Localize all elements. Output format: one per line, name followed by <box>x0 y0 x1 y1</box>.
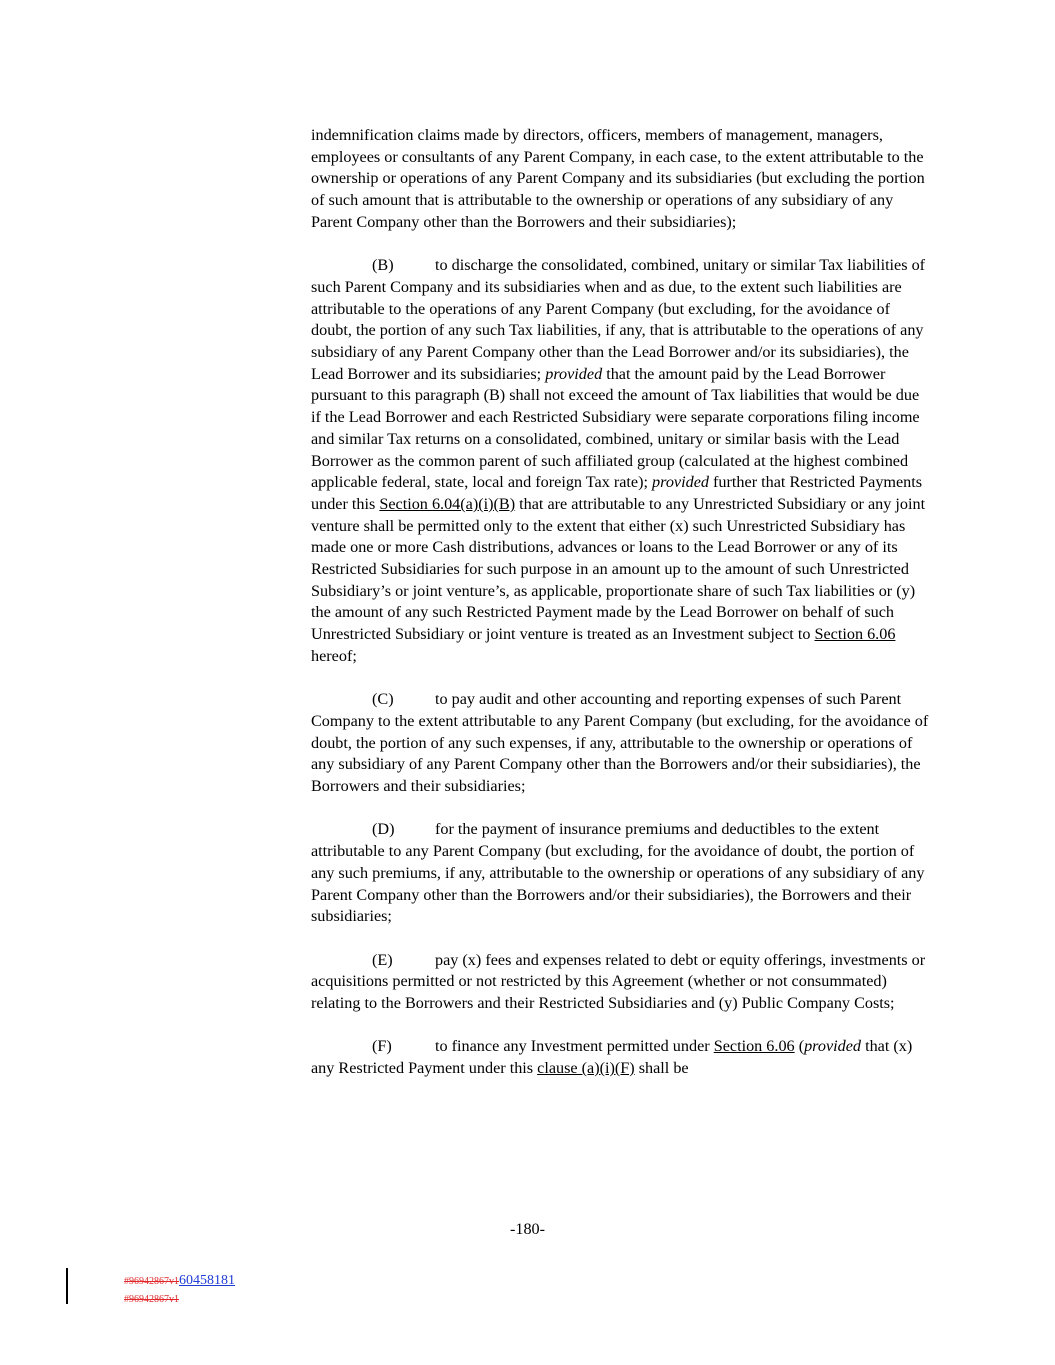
document-body <box>311 125 933 1102</box>
paragraph-b-text-5: hereof; <box>311 646 357 665</box>
deleted-document-id: #96942867v1 <box>124 1276 179 1287</box>
paragraph-continuation: indemnification claims made by directors, officers, members of management, managers, employees or consultants of any Parent Company, in each case, to the extent attributable to the ownership or operations of any Parent Company and its subsidiaries (but excluding the portion of such amount that is attributable to the ownership or operations of any subsidiary of any Parent Company other than the Borrowers and their subsidiaries); <box>311 126 925 231</box>
paragraph-f-text-1: to finance any Investment permitted under <box>435 1037 714 1056</box>
page-number: -180- <box>509 1220 546 1238</box>
clause-label-f: (F) <box>372 1037 392 1056</box>
paragraph-d-text: for the payment of insurance premiums and deductibles to the extent attributable to any Parent Company (but excluding, for the avoidance of doubt, the portion of any such premiums, if any, attributable to the ownership or operations of any subsidiary of any Parent Company other than the Borrowers and/or their subsidiaries), the Borrowers and their subsidiaries; <box>311 820 925 926</box>
document-id-line-1 <box>124 1272 235 1288</box>
paragraph-e <box>311 950 933 1015</box>
paragraph-e-text: pay (x) fees and expenses related to debt or equity offerings, investments or acquisitions permitted or not restricted by this Agreement (whether or not consummated) relating to the Borrowers and their Restricted Subsidiaries and (y) Public Company Costs; <box>311 950 926 1013</box>
paragraph-f-text-4: shall be <box>634 1059 689 1078</box>
paragraph-d <box>311 819 933 928</box>
section-reference-6-04-a-i-b[interactable]: Section 6.04(a)(i)(B) <box>379 494 516 513</box>
paragraph-c-text: to pay audit and other accounting and reporting expenses of such Parent Company to the extent attributable to any Parent Company (but excluding, for the avoidance of doubt, the portion of any such expenses, if any, attributable to the ownership or operations of any subsidiary of any Parent Company other than the Borrowers and/or their subsidiaries), the Borrowers and their subsidiaries; <box>311 690 929 796</box>
paragraph-f-text-2: ( <box>794 1037 805 1056</box>
paragraph-f-text-3: that (x) any Restricted Payment under this <box>311 1037 913 1078</box>
paragraph-f-italic-provided: provided <box>804 1037 862 1056</box>
deleted-document-id-2: #96942867v1 <box>124 1294 179 1305</box>
clause-label-d: (D) <box>372 820 395 839</box>
paragraph-c <box>311 689 933 798</box>
paragraph-b-italic-provided-1: provided <box>545 364 603 383</box>
clause-label-b: (B) <box>372 256 394 275</box>
section-reference-6-06[interactable]: Section 6.06 <box>814 625 896 644</box>
clause-reference-a-i-f[interactable]: clause (a)(i)(F) <box>537 1059 635 1078</box>
paragraph-b-text-2: that the amount paid by the Lead Borrower pursuant to this paragraph (B) shall not exceed the amount of Tax liabilities that would be due if the Lead Borrower and each Restricted Subsidiary were separate corporations filing income and similar Tax returns on a consolidated, combined, unitary or similar basis with the Lead Borrower as the common parent of such affiliated group (calculated at the highest combined applicable federal, state, local and foreign Tax rate); <box>311 364 920 492</box>
paragraph-b <box>311 255 933 667</box>
paragraph-f <box>311 1036 933 1079</box>
inserted-document-id: 60458181 <box>179 1273 235 1288</box>
paragraph-b-text-4: that are attributable to any Unrestricted Subsidiary or any joint venture shall be permitted only to the extent that either (x) such Unrestricted Subsidiary has made one or more Cash distributions, advances or loans to the Lead Borrower or any of its Restricted Subsidiaries for such purpose in an amount up to the amount of such Unrestricted Subsidiary’s or joint venture’s, as applicable, proportionate share of such Tax liabilities or (y) the amount of any such Restricted Payment made by the Lead Borrower on behalf of such Unrestricted Subsidiary or joint venture is treated as an Investment subject to <box>311 494 926 644</box>
clause-label-c: (C) <box>372 690 394 709</box>
paragraph-b-text-1: to discharge the consolidated, combined, unitary or similar Tax liabilities of such Parent Company and its subsidiaries when and as due, to the extent such liabilities are attributable to the operations of any Parent Company (but excluding, for the avoidance of doubt, the portion of any such Tax liabilities, if any, that is attributable to the operations of any subsidiary of any Parent Company other than the Lead Borrower and/or its subsidiaries), the Lead Borrower and its subsidiaries; <box>311 256 926 383</box>
paragraph-b-italic-provided-2: provided <box>652 473 709 492</box>
document-id-line-2 <box>124 1290 179 1306</box>
paragraph-b-text-3: further that Restricted Payments under this <box>311 473 923 513</box>
clause-label-e: (E) <box>372 950 393 969</box>
section-reference-6-06-f[interactable]: Section 6.06 <box>713 1037 795 1056</box>
revision-change-bar <box>66 1268 68 1304</box>
